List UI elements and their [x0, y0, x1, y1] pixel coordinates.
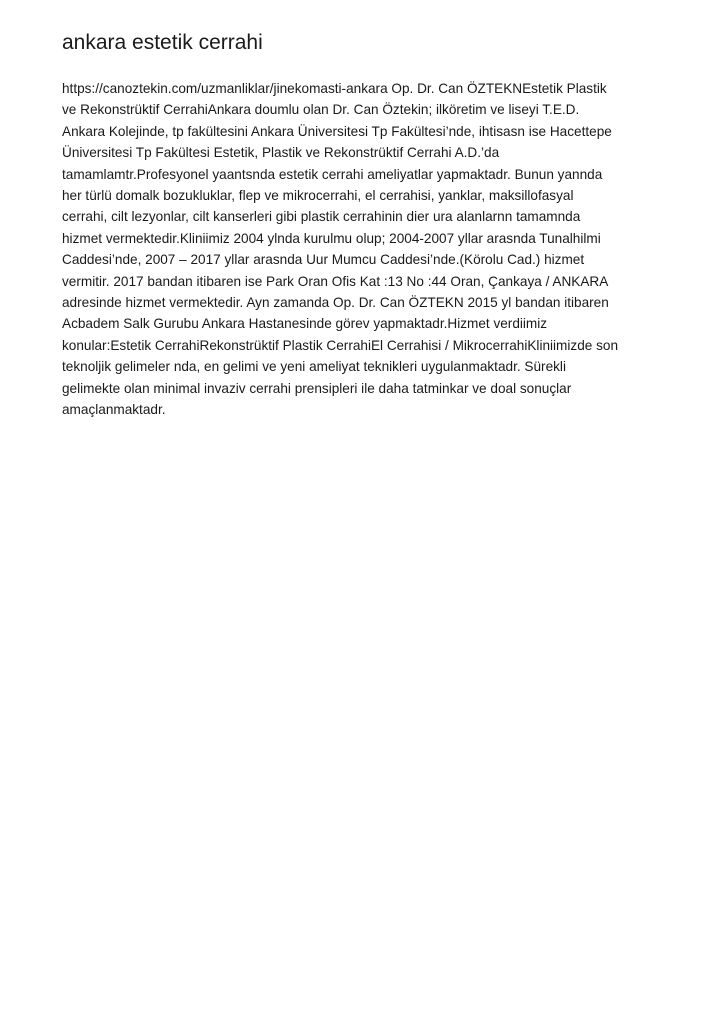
body-line: cerrahi, cilt lezyonlar, cilt kanserleri gibi plastik cerrahinin dier ura alanlarnn tamamnda — [62, 209, 581, 225]
document-body — [62, 78, 662, 421]
body-line: her türlü domalk bozukluklar, flep ve mikrocerrahi, el cerrahisi, yanklar, maksillofasyal — [62, 188, 574, 204]
body-line: hizmet vermektedir.Kliniimiz 2004 ylnda kurulmu olup; 2004-2007 yllar arasnda Tunalhilmi — [62, 230, 601, 246]
body-line: ve Rekonstrüktif CerrahiAnkara doumlu olan Dr. Can Öztekin; ilköretim ve liseyi T.E.D. — [62, 102, 580, 118]
document-page — [62, 28, 662, 421]
body-line: adresinde hizmet vermektedir. Ayn zamanda Op. Dr. Can ÖZTEKN 2015 yl bandan itibaren — [62, 295, 609, 311]
body-line: konular:Estetik CerrahiRekonstrüktif Plastik CerrahiEl Cerrahisi / MikrocerrahiKliniimizde son — [62, 337, 619, 353]
body-line: Ankara Kolejinde, tp fakültesini Ankara Üniversitesi Tp Fakültesi’nde, ihtisasn ise Hacettepe — [62, 123, 612, 139]
body-line: tamamlamtr.Profesyonel yaantsnda estetik cerrahi ameliyatlar yapmaktadr. Bunun yannda — [62, 166, 603, 182]
body-line: https://canoztekin.com/uzmanliklar/jinekomasti-ankara Op. Dr. Can ÖZTEKNEstetik Plastik — [62, 81, 607, 96]
body-line: Üniversitesi Tp Fakültesi Estetik, Plastik ve Rekonstrüktif Cerrahi A.D.’da — [62, 145, 500, 161]
body-line: vermitir. 2017 bandan itibaren ise Park Oran Ofis Kat :13 No :44 Oran, Çankaya / ANKARA — [62, 273, 609, 289]
body-line: amaçlanmaktadr. — [62, 402, 166, 418]
body-line: Caddesi’nde, 2007 – 2017 yllar arasnda Uur Mumcu Caddesi’nde.(Körolu Cad.) hizmet — [62, 252, 585, 268]
body-line: Acbadem Salk Gurubu Ankara Hastanesinde görev yapmaktadr.Hizmet verdiimiz — [62, 316, 548, 332]
body-line: teknoljik gelimeler nda, en gelimi ve yeni ameliyat teknikleri uygulanmaktadr. Sürekli — [62, 359, 566, 375]
body-line: gelimekte olan minimal invaziv cerrahi prensipleri ile daha tatminkar ve doal sonuçlar — [62, 380, 572, 396]
document-title: ankara estetik cerrahi — [62, 31, 263, 54]
